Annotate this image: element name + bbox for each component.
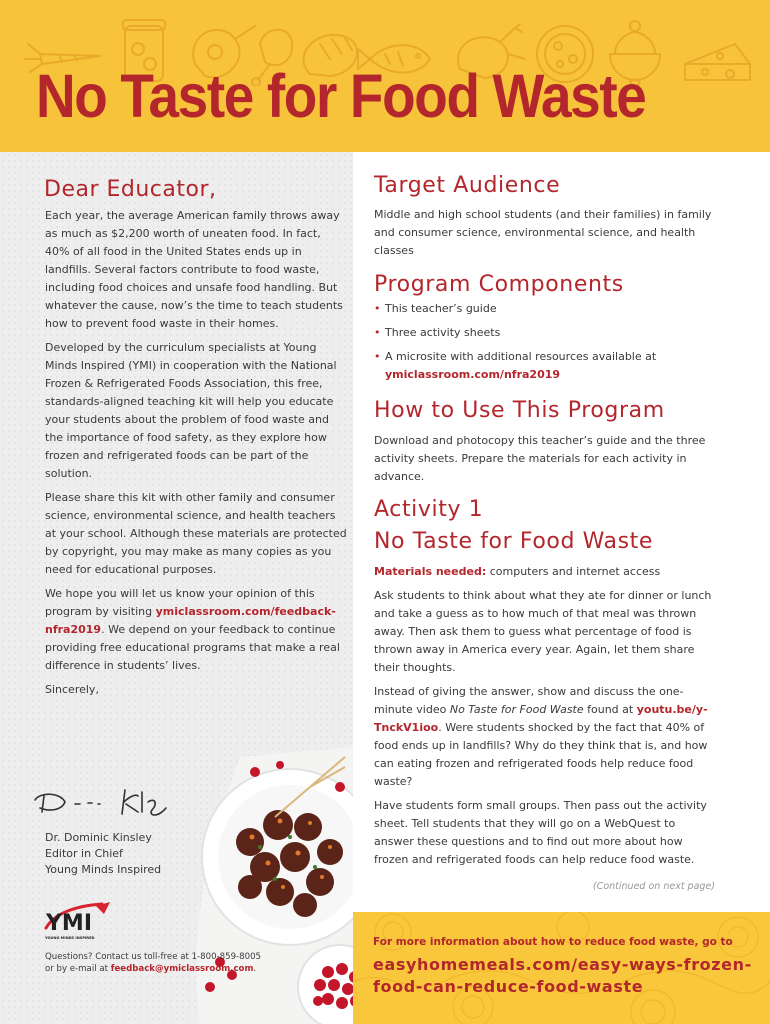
signer-name: Dr. Dominic Kinsley [45,831,152,844]
letter-column [0,152,353,1024]
more-info-banner [353,912,770,1024]
letter-paragraph [45,585,348,675]
signer-org: Young Minds Inspired [45,863,162,876]
logo-text: YMI [46,911,93,936]
materials-label: Materials needed: [374,565,487,578]
components-list [374,300,714,390]
header-banner [0,0,770,152]
signer-block [45,830,161,878]
page-title: No Taste for Food Waste [36,62,646,130]
meatballs-photo [180,747,353,1024]
letter-body [45,207,348,705]
list-item: • Three activity sheets [374,324,714,342]
signer-title: Editor in Chief [45,847,123,860]
video-title: No Taste for Food Waste [449,703,584,716]
feedback-link[interactable]: ymiclassroom.com/feedback-nfra2019 [45,605,336,636]
howto-text: Download and photocopy this teacher’s guide and the three activity sheets. Prepare the materials for each activity in advance. [374,434,706,483]
contact-phone: Questions? Contact us toll-free at 1-800-859-8005 [45,952,262,962]
contact-end: . [253,964,257,974]
activity-text: Instead of giving the answer, show and discuss the one-minute video [374,685,684,716]
components-heading: Program Components [374,272,624,297]
contact-email-link[interactable]: feedback@ymiclassroom.com [110,964,254,974]
letter-paragraph: Developed by the curriculum specialists at Young Minds Inspired (YMI) in cooperation with the National Frozen & Refrigerated Foods Association, this free, standards-aligned teaching kit will help you educate your students about the problem of food waste and the importance of food safety, as they explore how frozen and refrigerated foods can be part of the solution. [45,341,337,480]
target-heading: Target Audience [374,173,561,198]
list-item: • This teacher’s guide [374,300,714,318]
activity-heading: Activity 1 [374,497,484,522]
contact-email-label: or by e-mail at [45,964,111,974]
activity-text: found at [583,703,637,716]
ymi-logo [44,900,114,942]
letter-text: . We depend on your feedback to continue providing free educational programs that make a real difference in students’ lives. [45,623,340,672]
list-item [374,348,714,384]
logo-subtitle: YOUNG MINDS INSPIRED [45,936,95,940]
activity-text: . Were students shocked by the fact that 40% of food ends up in landfills? Why do they think that is, and how can eating frozen and refrigerated foods help reduce food waste? [374,721,708,788]
activity-paragraph: Ask students to think about what they ate for dinner or lunch and take a guess as to how much of that meal was thrown away. Then ask them to guess what percentage of food is thrown away in America every year. Again, let them share their thoughts. [374,589,712,674]
howto-heading: How to Use This Program [374,398,665,423]
list-item-text: A microsite with additional resources available at [385,350,657,363]
letter-heading: Dear Educator, [44,177,217,202]
contact-email-line [45,963,261,975]
activity-subheading: No Taste for Food Waste [374,529,654,554]
signature [30,782,180,822]
materials-line [374,563,714,581]
cheese-icon [685,44,750,80]
contact-footer [45,951,261,975]
letter-paragraph: Please share this kit with other family and consumer science, environmental science, and health teachers at your school. Although these materials are protected by copyright, you may make as many copies as you need for educational purposes. [45,491,347,576]
target-text: Middle and high school students (and their families) in family and consumer science, environmental science, and health classes [374,208,712,257]
letter-paragraph: Each year, the average American family throws away as much as $2,200 worth of uneaten food. In fact, 40% of all food in the United States ends up in landfills. Several factors contribute to food waste, including food choices and unsafe food handling. But whatever the cause, now’s the time to teach students how to prevent food waste in their homes. [45,209,343,330]
activity-paragraph: Have students form small groups. Then pass out the activity sheet. Tell students that they will go on a WebQuest to answer these questions and to find out more about how frozen and refrigerated foods can help reduce food waste. [374,799,707,866]
materials-text: computers and internet access [486,565,661,578]
letter-text: We hope you will let us know your opinion of this program by visiting [45,587,315,618]
microsite-link[interactable]: ymiclassroom.com/nfra2019 [385,368,561,381]
video-link[interactable]: youtu.be/y-TnckV1ioo [374,703,708,734]
activity-paragraph [374,683,714,791]
banner-text: For more information about how to reduce food waste, go to [373,936,733,948]
continued-note: (Continued on next page) [593,881,715,892]
letter-closing: Sincerely, [45,683,99,696]
banner-link[interactable]: easyhomemeals.com/easy-ways-frozen-food-can-reduce-food-waste [373,955,752,996]
